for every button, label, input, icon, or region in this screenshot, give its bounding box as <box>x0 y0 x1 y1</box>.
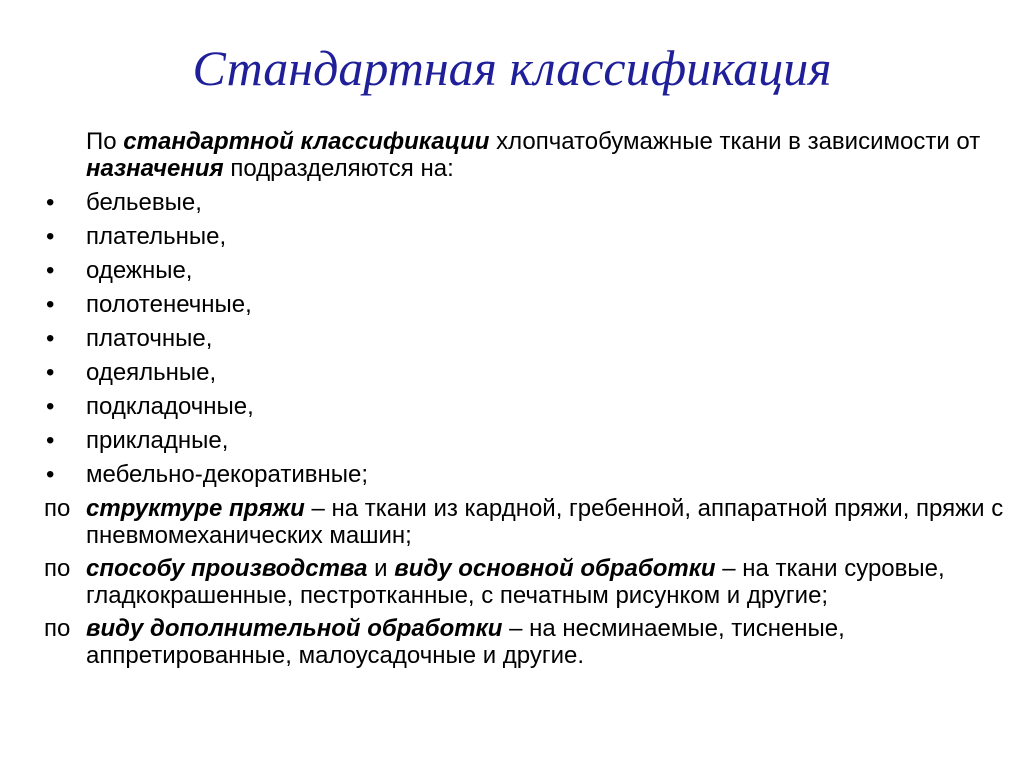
bullet-icon: • <box>46 461 55 488</box>
para-mid: и <box>374 555 388 582</box>
intro-pre: По <box>86 128 117 155</box>
list-item-text: подкладочные, <box>86 393 254 420</box>
para-rest: – на несминаемые, тисненые, аппретированные, малоусадочные и другие. <box>86 615 845 669</box>
list-item <box>44 291 1004 325</box>
list-item-text: прикладные, <box>86 427 229 454</box>
list-item <box>44 223 1004 257</box>
list-item <box>44 189 1004 223</box>
bullet-icon: • <box>46 325 55 352</box>
para-rest: – на ткани суровые, гладкокрашенные, пестротканные, с печатным рисунком и другие; <box>86 555 945 609</box>
list-item-text: плательные, <box>86 223 227 250</box>
bullet-icon: • <box>46 291 55 318</box>
list-item <box>44 427 1004 461</box>
list-item <box>44 325 1004 359</box>
list-item-text: одежные, <box>86 257 193 284</box>
para-rest: – на ткани из кардной, гребенной, аппаратной пряжи, пряжи с пневмомеханических машин; <box>86 495 1004 549</box>
intro-mid: хлопчатобумажные ткани в зависимости от <box>496 128 981 155</box>
bullet-icon: • <box>46 427 55 454</box>
list-item <box>44 359 1004 393</box>
intro-paragraph <box>44 128 1004 182</box>
emphasis-main-processing: виду основной обработки <box>394 555 716 582</box>
bullet-icon: • <box>46 359 55 386</box>
list-item-text: полотенечные, <box>86 291 252 318</box>
bullet-icon: • <box>46 189 55 216</box>
yarn-structure-paragraph <box>44 495 1004 549</box>
list-item-text: платочные, <box>86 325 213 352</box>
slide-body <box>44 128 1004 675</box>
emphasis-production-method: способу производства <box>86 555 368 582</box>
intro-post: подразделяются на: <box>230 155 454 182</box>
bullet-icon: • <box>46 257 55 284</box>
list-item-text: одеяльные, <box>86 359 217 386</box>
bullet-icon: • <box>46 393 55 420</box>
list-item-text: бельевые, <box>86 189 202 216</box>
para-lead: по <box>44 495 71 522</box>
intro-emphasis-classification: стандартной классификации <box>123 128 490 155</box>
list-item <box>44 461 1004 495</box>
para-lead: по <box>44 555 71 582</box>
emphasis-additional-processing: виду дополнительной обработки <box>86 615 503 642</box>
para-lead: по <box>44 615 71 642</box>
intro-emphasis-purpose: назначения <box>86 155 224 182</box>
emphasis-yarn-structure: структуре пряжи <box>86 495 305 522</box>
purpose-list <box>44 189 1004 495</box>
list-item <box>44 393 1004 427</box>
production-method-paragraph <box>44 555 1004 609</box>
list-item-text: мебельно-декоративные; <box>86 461 369 488</box>
list-item <box>44 257 1004 291</box>
bullet-icon: • <box>46 223 55 250</box>
additional-processing-paragraph <box>44 615 1004 669</box>
slide-title: Стандартная классификация <box>192 40 832 96</box>
